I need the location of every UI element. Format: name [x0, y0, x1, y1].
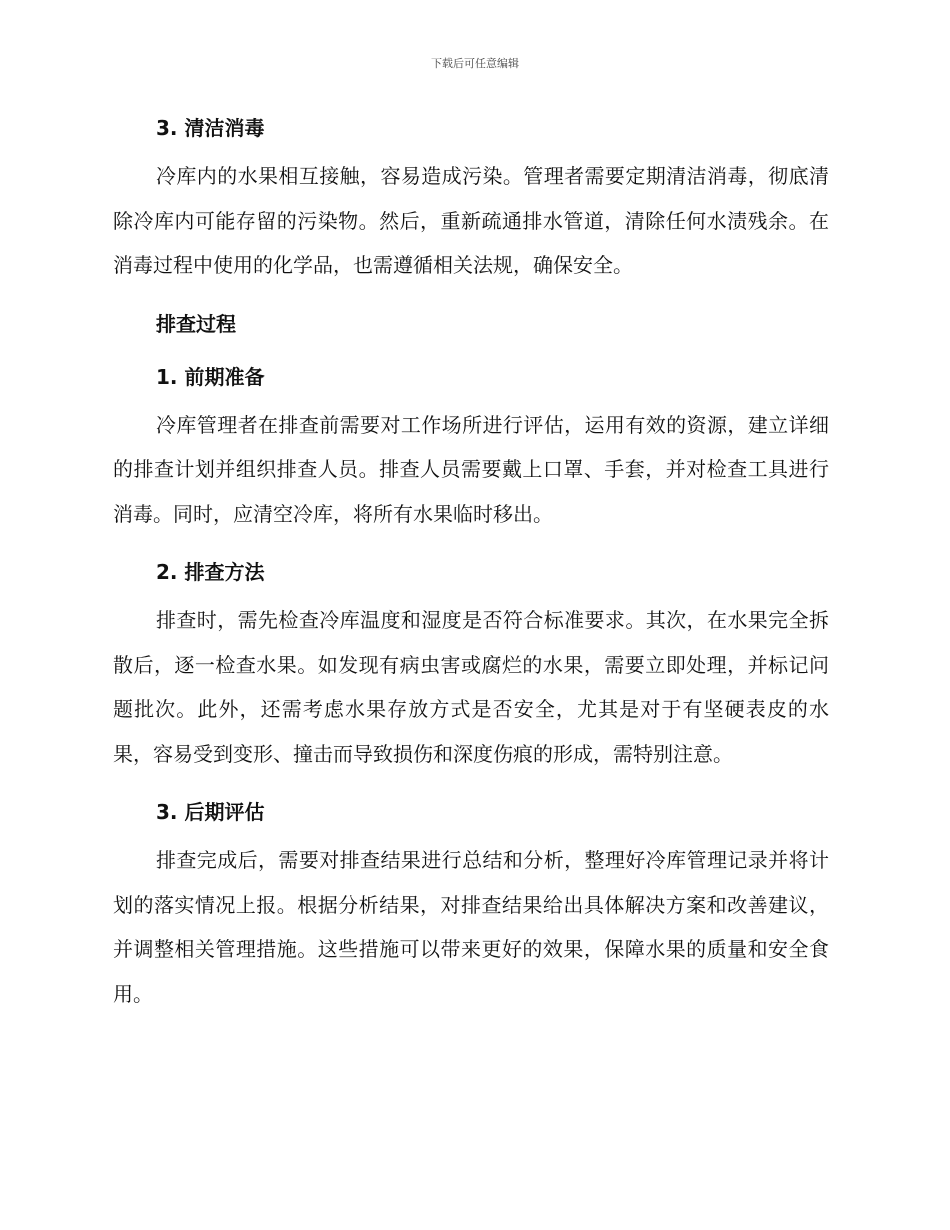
section-heading-cleaning: 3. 清洁消毒	[156, 116, 265, 140]
section-paragraph-cleaning: 冷库内的水果相互接触，容易造成污染。管理者需要定期清洁消毒，彻底清除冷库内可能存留的污染物。然后，重新疏通排水管道，清除任何水渍残余。在消毒过程中使用的化学品，也需遵循相关法规，确保安全。	[113, 164, 829, 277]
section-heading-preparation: 1. 前期准备	[156, 364, 265, 389]
section-paragraph-preparation: 冷库管理者在排查前需要对工作场所进行评估，运用有效的资源，建立详细的排查计划并组织排查人员。排查人员需要戴上口罩、手套，并对检查工具进行消毒。同时，应清空冷库，将所有水果临时移出。	[113, 412, 829, 526]
page-header-note: 下载后可任意编辑	[431, 57, 519, 70]
section-heading-method: 2. 排查方法	[156, 560, 265, 584]
section-heading-inspection-process: 排查过程	[156, 311, 236, 336]
section-heading-evaluation: 3. 后期评估	[156, 800, 265, 824]
section-paragraph-method: 排查时，需先检查冷库温度和湿度是否符合标准要求。其次，在水果完全拆散后，逐一检查水果。如发现有病虫害或腐烂的水果，需要立即处理，并标记问题批次。此外，还需考虑水果存放方式是否安全，尤其是对于有坚硬表皮的水果，容易受到变形、撞击而导致损伤和深度伤痕的形成，需特别注意。	[113, 608, 829, 766]
section-paragraph-evaluation: 排查完成后，需要对排查结果进行总结和分析，整理好冷库管理记录并将计划的落实情况上报。根据分析结果，对排查结果给出具体解决方案和改善建议，并调整相关管理措施。这些措施可以带来更好的效果，保障水果的质量和安全食用。	[113, 848, 829, 1006]
document-body	[113, 110, 829, 1016]
